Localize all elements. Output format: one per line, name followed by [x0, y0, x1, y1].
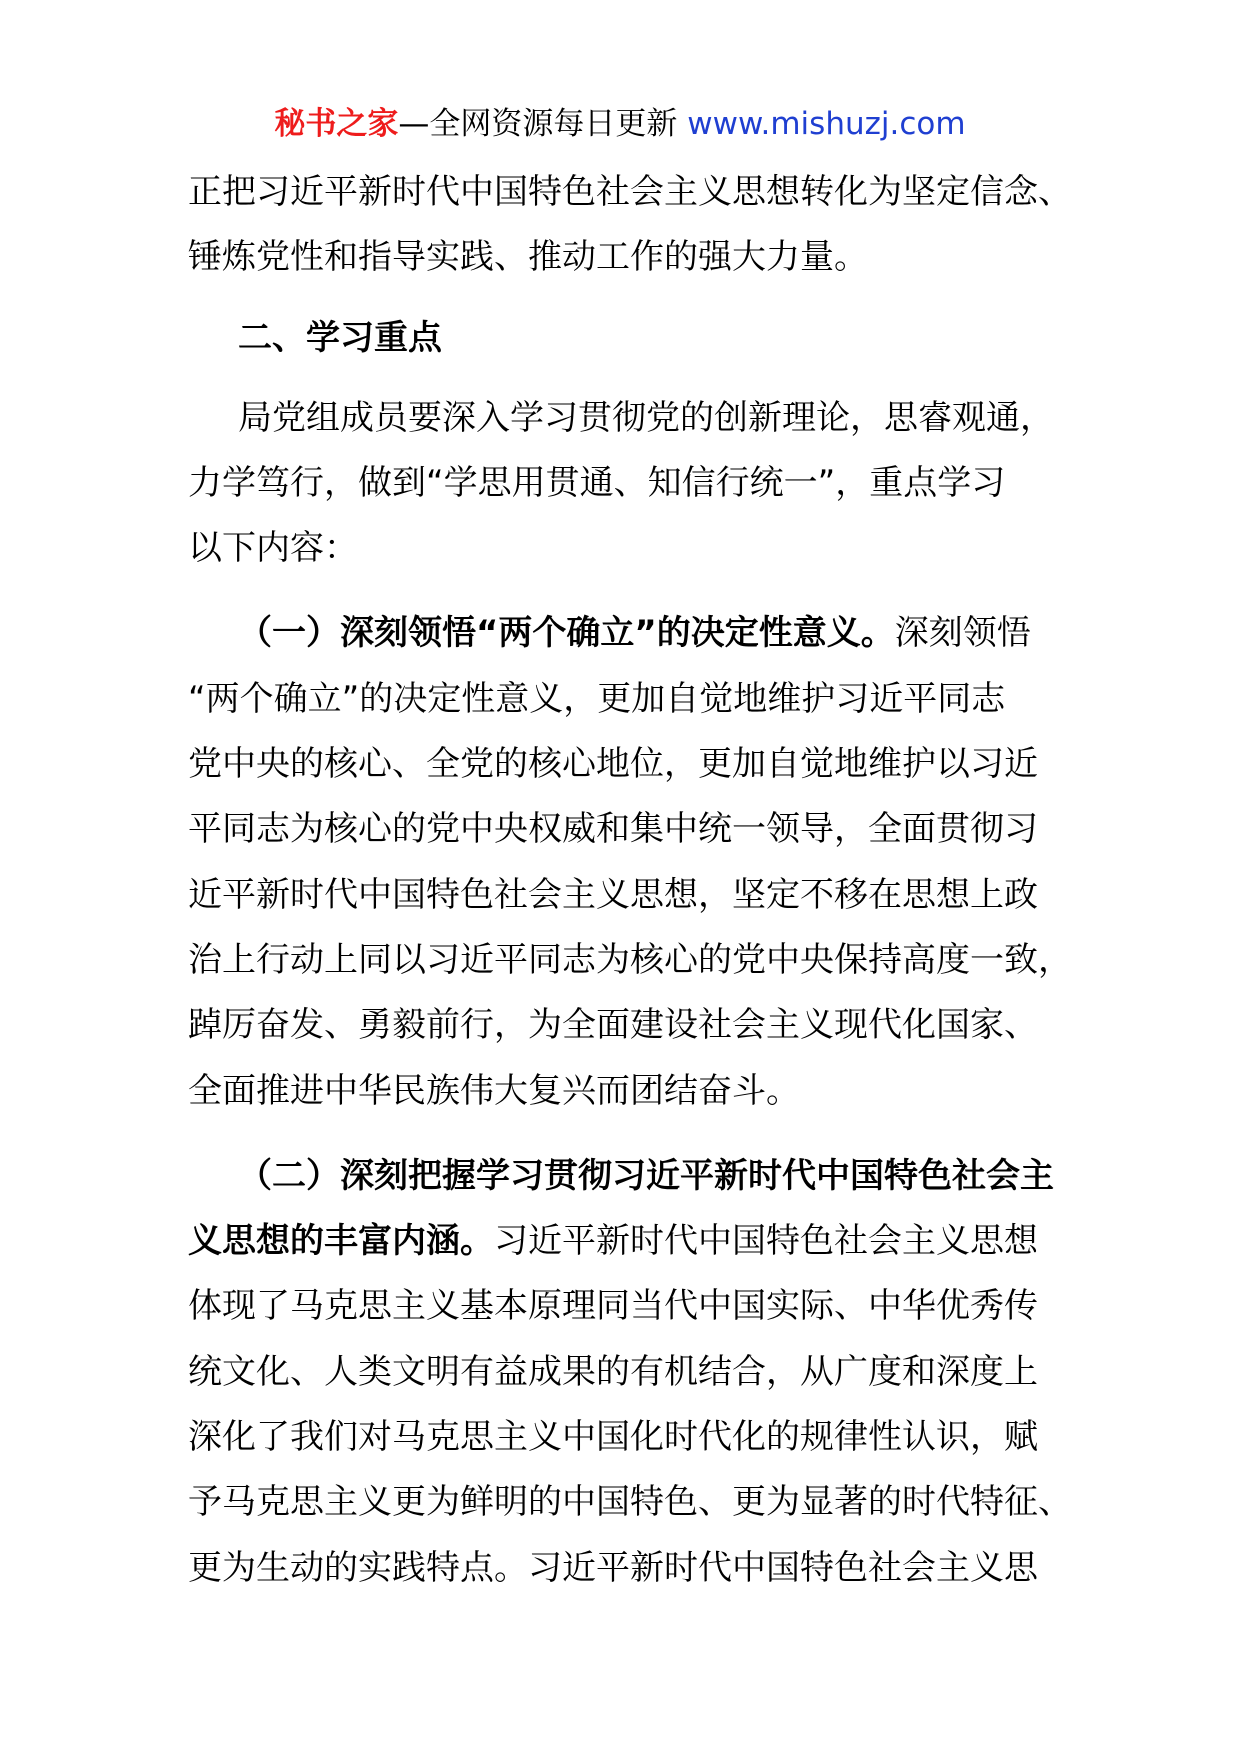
item-two-title-end: 义思想的丰富内涵。: [188, 1221, 494, 1262]
paragraph-line: 近平新时代中国特色社会主义思想，坚定不移在思想上政: [188, 874, 1038, 915]
item-one-title: （一）深刻领悟“两个确立”的决定性意义。: [238, 613, 895, 654]
paragraph-line: 锤炼党性和指导实践、推动工作的强大力量。: [188, 237, 868, 278]
paragraph-line: 以下内容：: [188, 528, 358, 569]
item-two-title: （二）深刻把握学习贯彻习近平新时代中国特色社会主: [238, 1155, 1054, 1196]
paragraph-line: 力学笃行，做到“学思用贯通、知信行统一”，重点学习: [188, 462, 1006, 503]
document-body: [188, 160, 1072, 1601]
paragraph-line: 更为生动的实践特点。习近平新时代中国特色社会主义思: [188, 1547, 1038, 1588]
paragraph-line: 正把习近平新时代中国特色社会主义思想转化为坚定信念、: [188, 172, 1072, 212]
paragraph-line: 深化了我们对马克思主义中国化时代化的规律性认识，赋: [188, 1417, 1038, 1458]
site-brand: 秘书之家: [274, 106, 399, 142]
paragraph-line: 统文化、人类文明有益成果的有机结合，从广度和深度上: [188, 1351, 1038, 1392]
paragraph-line: “两个确立”的决定性意义，更加自觉地维护习近平同志: [188, 678, 1006, 719]
paragraph-line: 平同志为核心的党中央权威和集中统一领导，全面贯彻习: [188, 809, 1038, 850]
paragraph-line: 踔厉奋发、勇毅前行，为全面建设社会主义现代化国家、: [188, 1005, 1038, 1046]
item-one-first-line: [188, 601, 1060, 666]
item-one-text: 深刻领悟: [894, 613, 1031, 654]
item-two-text: 习近平新时代中国特色社会主义思想: [494, 1221, 1038, 1262]
paragraph-line: 予马克思主义更为鲜明的中国特色、更为显著的时代特征、: [188, 1482, 1072, 1523]
paragraph-line: 全面推进中华民族伟大复兴而团结奋斗。: [188, 1070, 800, 1111]
item-two-title-line: [188, 1144, 1060, 1209]
site-url: www.mishuzj.com: [687, 106, 966, 142]
item-two-second-line: [188, 1209, 1060, 1274]
paragraph-line: 党中央的核心、全党的核心地位，更加自觉地维护以习近: [188, 744, 1038, 785]
paragraph-line: 治上行动上同以习近平同志为核心的党中央保持高度一致，: [188, 939, 1072, 980]
paragraph-line: 体现了马克思主义基本原理同当代中国实际、中华优秀传: [188, 1286, 1038, 1327]
paragraph-line: 局党组成员要深入学习贯彻党的创新理论，思睿观通，: [238, 397, 1054, 438]
section-heading: 二、学习重点: [238, 317, 442, 358]
site-tagline: —全网资源每日更新: [398, 106, 688, 142]
watermark-header: [0, 104, 1240, 144]
